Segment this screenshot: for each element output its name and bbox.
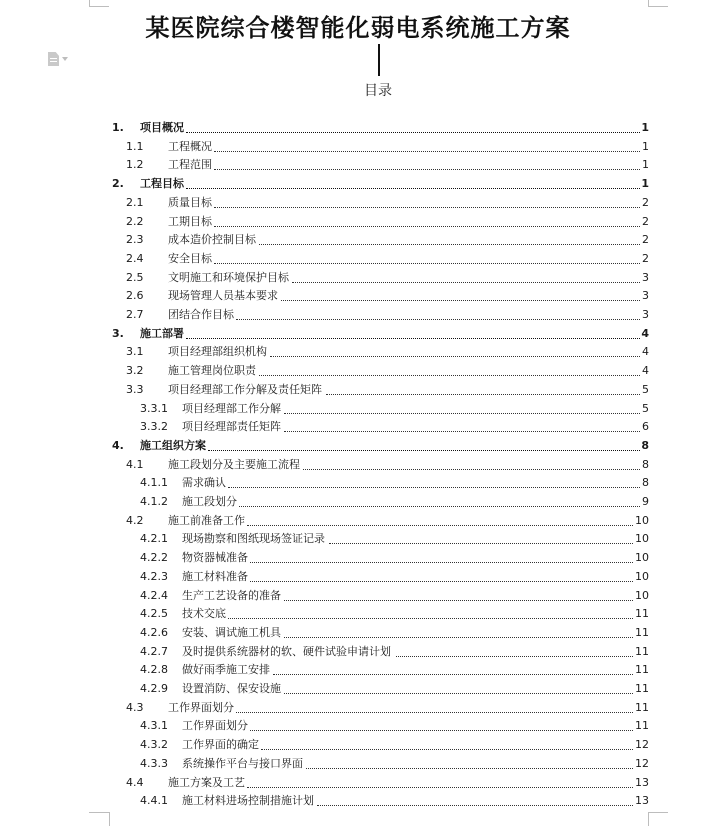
toc-entry-text: 施工材料进场控制措施计划 — [182, 794, 314, 808]
toc-leader-dots — [250, 730, 633, 731]
toc-entry[interactable] — [0, 566, 649, 584]
toc-entry[interactable] — [0, 360, 649, 378]
toc-entry-text: 项目经理部工作分解 — [182, 401, 281, 415]
toc-entry[interactable] — [0, 173, 649, 191]
toc-entry-number: 2.6 — [126, 289, 144, 303]
toc-entry-text: 工作界面划分 — [182, 719, 248, 733]
toc-entry-text: 物资器械准备 — [182, 551, 248, 565]
toc-entry[interactable] — [0, 267, 649, 285]
toc-entry-number: 2.1 — [126, 195, 144, 209]
toc-entry-page: 11 — [635, 700, 649, 714]
toc-entry[interactable] — [0, 192, 649, 210]
toc-entry[interactable] — [0, 678, 649, 696]
toc-entry-page: 8 — [642, 476, 649, 490]
toc-leader-dots — [214, 151, 640, 152]
toc-entry[interactable] — [0, 323, 649, 341]
toc-entry-text: 质量目标 — [168, 195, 212, 209]
document-icon — [48, 52, 59, 66]
toc-entry[interactable] — [0, 641, 649, 659]
toc-entry-page: 3 — [642, 289, 649, 303]
toc-entry-page: 3 — [642, 270, 649, 284]
toc-entry-number: 1.2 — [126, 158, 144, 172]
toc-entry-page: 4 — [641, 326, 649, 340]
toc-leader-dots — [303, 469, 640, 470]
crop-mark-bottom-right-v — [648, 812, 649, 826]
toc-leader-dots — [228, 487, 640, 488]
crop-mark-top-right-h — [648, 6, 668, 7]
toc-entry-number: 2.4 — [126, 251, 144, 265]
toc-entry-text: 工作界面的确定 — [182, 738, 259, 752]
toc-entry[interactable] — [0, 585, 649, 603]
toc-entry[interactable] — [0, 603, 649, 621]
toc-entry-text: 设置消防、保安设施 — [182, 682, 281, 695]
toc-leader-dots — [186, 132, 640, 133]
toc-entry[interactable] — [0, 154, 649, 172]
toc-entry-number: 4.2 — [126, 513, 144, 527]
toc-entry-text: 需求确认 — [182, 476, 226, 490]
toc-entry-page: 13 — [635, 775, 649, 789]
toc-entry-number: 4.2.7 — [140, 644, 168, 658]
toc-entry[interactable] — [0, 117, 649, 135]
toc-leader-dots — [284, 431, 640, 432]
toc-entry-text: 做好雨季施工安排 — [182, 663, 270, 677]
toc-leader-dots — [247, 525, 633, 526]
toc-entry[interactable] — [0, 715, 649, 733]
toc-leader-dots — [396, 656, 633, 657]
toc-entry-text: 项目经理部责任矩阵 — [182, 420, 281, 434]
toc-entry[interactable] — [0, 136, 649, 154]
toc-entry-page: 1 — [641, 177, 649, 191]
toc-entry[interactable] — [0, 772, 649, 790]
toc-entry-page: 2 — [642, 233, 649, 247]
toc-entry[interactable] — [0, 435, 649, 453]
toc-entry-page: 10 — [635, 513, 649, 527]
toc-entry-text: 施工材料准备 — [182, 569, 248, 583]
toc-entry-number: 1. — [112, 121, 124, 134]
toc-leader-dots — [273, 674, 633, 675]
toc-entry[interactable] — [0, 697, 649, 715]
toc-leader-dots — [214, 226, 640, 227]
toc-entry-number: 2.5 — [126, 270, 144, 284]
toc-entry-text: 团结合作目标 — [168, 308, 234, 321]
toc-leader-dots — [236, 712, 633, 713]
toc-entry-text: 项目经理部工作分解及责任矩阵 — [168, 382, 322, 396]
toc-entry-page: 12 — [635, 756, 649, 770]
toc-entry-text: 技术交底 — [182, 607, 226, 621]
toc-entry-page: 8 — [641, 438, 649, 452]
toc-leader-dots — [326, 394, 640, 395]
toc-entry-number: 4.2.8 — [140, 663, 168, 677]
toc-entry-page: 3 — [642, 308, 649, 321]
toc-leader-dots — [292, 282, 640, 283]
toc-entry-number: 3.2 — [126, 364, 144, 378]
toc-entry-page: 1 — [642, 158, 649, 172]
toc-entry-number: 4.2.9 — [140, 682, 168, 695]
crop-mark-bottom-left-v — [109, 812, 110, 826]
toc-entry-text: 现场管理人员基本要求 — [168, 289, 278, 303]
toc-entry[interactable] — [0, 304, 649, 322]
toc-leader-dots — [214, 263, 640, 264]
toc-entry-number: 2.2 — [126, 214, 144, 228]
toc-entry-page: 11 — [635, 663, 649, 677]
toc-entry-page: 11 — [635, 682, 649, 695]
toc-entry-text: 施工部署 — [140, 326, 184, 340]
toc-entry-text: 工程目标 — [140, 177, 184, 191]
toc-entry[interactable] — [0, 341, 649, 359]
toc-entry-text: 工程概况 — [168, 139, 212, 153]
crop-mark-bottom-right — [648, 812, 668, 813]
toc-entry-number: 4.3 — [126, 700, 144, 714]
toc-entry-text: 项目概况 — [140, 121, 184, 134]
toc-leader-dots — [284, 413, 640, 414]
toc-entry-page: 2 — [642, 251, 649, 265]
toc-entry[interactable] — [0, 622, 649, 640]
toc-entry[interactable] — [0, 211, 649, 229]
toc-leader-dots — [186, 188, 640, 189]
toc-entry-number: 4.2.4 — [140, 588, 168, 602]
toc-leader-dots — [284, 693, 633, 694]
toc-entry-text: 施工前准备工作 — [168, 513, 245, 527]
toc-entry-text: 工作界面划分 — [168, 700, 234, 714]
toc-entry-number: 3.3.2 — [140, 420, 168, 434]
toc-entry-page: 9 — [642, 495, 649, 508]
toc-entry-number: 4.4 — [126, 775, 144, 789]
toc-entry-number: 4.1 — [126, 457, 144, 471]
toc-leader-dots — [270, 356, 640, 357]
toc-leader-dots — [281, 300, 640, 301]
toc-entry[interactable] — [0, 416, 649, 434]
toc-entry-number: 2.7 — [126, 308, 144, 321]
toc-leader-dots — [259, 375, 640, 376]
toc-leader-dots — [208, 450, 640, 451]
toc-entry-number: 3.3.1 — [140, 401, 168, 415]
toc-entry-text: 施工段划分 — [182, 495, 237, 508]
toc-entry-page: 10 — [635, 569, 649, 583]
toc-entry-page: 10 — [635, 532, 649, 546]
toc-entry-text: 施工方案及工艺 — [168, 775, 245, 789]
toc-entry-number: 4.2.3 — [140, 569, 168, 583]
toc-entry-number: 4.3.2 — [140, 738, 168, 752]
toc-entry[interactable] — [0, 229, 649, 247]
toc-leader-dots — [329, 543, 633, 544]
toc-entry-page: 4 — [642, 345, 649, 359]
toc-entry[interactable] — [0, 379, 649, 397]
toc-entry-page: 6 — [642, 420, 649, 434]
toc-entry-text: 工程范围 — [168, 158, 212, 172]
toc-entry[interactable] — [0, 753, 649, 771]
toc-entry-text: 工期目标 — [168, 214, 212, 228]
toc-entry-number: 1.1 — [126, 139, 144, 153]
toc-leader-dots — [247, 787, 633, 788]
toc-entry[interactable] — [0, 472, 649, 490]
document-title: 某医院综合楼智能化弱电系统施工方案 — [145, 13, 571, 42]
toc-entry-number: 2. — [112, 177, 124, 191]
toc-entry-page: 8 — [642, 457, 649, 471]
toc-entry-text: 系统操作平台与接口界面 — [182, 756, 303, 770]
toc-leader-dots — [236, 319, 640, 320]
toc-entry-number: 4. — [112, 438, 124, 452]
toc-leader-dots — [228, 618, 633, 619]
toc-leader-dots — [186, 338, 640, 339]
toc-entry-text: 安装、调试施工机具 — [182, 625, 281, 639]
toc-entry-text: 文明施工和环境保护目标 — [168, 270, 289, 284]
toc-entry-page: 10 — [635, 551, 649, 565]
toc-entry-page: 2 — [642, 214, 649, 228]
toc-entry-text: 成本造价控制目标 — [168, 233, 256, 247]
toc-entry-page: 2 — [642, 195, 649, 209]
toc-entry-text: 项目经理部组织机构 — [168, 345, 267, 359]
toc-entry[interactable] — [0, 285, 649, 303]
toc-entry-number: 3.1 — [126, 345, 144, 359]
text-cursor — [378, 44, 380, 76]
toc-entry-text: 及时提供系统器材的软、硬件试验申请计划 — [182, 644, 391, 658]
toc-entry[interactable] — [0, 790, 649, 808]
toc-leader-dots — [239, 506, 640, 507]
crop-mark-bottom-left — [89, 812, 109, 813]
toc-entry-page: 11 — [635, 607, 649, 621]
toc-entry-text: 施工管理岗位职责 — [168, 364, 256, 378]
toc-entry-page: 12 — [635, 738, 649, 752]
toc-leader-dots — [259, 244, 640, 245]
toc-entry-page: 11 — [635, 719, 649, 733]
toc-entry[interactable] — [0, 510, 649, 528]
toc-entry-number: 4.2.2 — [140, 551, 168, 565]
toc-entry-page: 1 — [641, 121, 649, 134]
toc-entry-text: 生产工艺设备的准备 — [182, 588, 281, 602]
toc-entry-page: 11 — [635, 644, 649, 658]
toc-entry-text: 施工组织方案 — [140, 438, 206, 452]
toc-entry[interactable] — [0, 734, 649, 752]
toc-entry[interactable] — [0, 491, 649, 509]
toc-entry-number: 4.2.5 — [140, 607, 168, 621]
toc-entry-number: 3. — [112, 326, 124, 340]
chevron-down-icon — [62, 57, 68, 61]
toc-entry[interactable] — [0, 659, 649, 677]
toc-entry[interactable] — [0, 547, 649, 565]
toc-entry-page: 10 — [635, 588, 649, 602]
crop-mark-top-left-h — [89, 6, 109, 7]
toc-entry[interactable] — [0, 248, 649, 266]
toc-entry-number: 4.1.2 — [140, 495, 168, 508]
toc-entry-page: 1 — [642, 139, 649, 153]
toc-leader-dots — [250, 562, 633, 563]
toc-entry-page: 4 — [642, 364, 649, 378]
toc-leader-dots — [214, 207, 640, 208]
toc-entry-number: 4.3.3 — [140, 756, 168, 770]
toc-entry[interactable] — [0, 454, 649, 472]
toc-entry[interactable] — [0, 398, 649, 416]
document-options-icon[interactable] — [48, 50, 74, 68]
toc-entry-text: 施工段划分及主要施工流程 — [168, 457, 300, 471]
toc-entry-number: 4.2.6 — [140, 625, 168, 639]
toc-entry-number: 3.3 — [126, 382, 144, 396]
toc-entry-page: 11 — [635, 625, 649, 639]
toc-entry-text: 现场勘察和图纸现场签证记录 — [182, 532, 325, 546]
toc-leader-dots — [306, 768, 633, 769]
toc-entry-number: 4.4.1 — [140, 794, 168, 808]
toc-leader-dots — [284, 637, 633, 638]
toc-entry-number: 4.1.1 — [140, 476, 168, 490]
toc-entry-number: 2.3 — [126, 233, 144, 247]
toc-entry-page: 5 — [642, 401, 649, 415]
toc-entry-page: 13 — [635, 794, 649, 808]
toc-heading: 目录 — [364, 83, 392, 99]
toc-leader-dots — [284, 600, 633, 601]
toc-leader-dots — [261, 749, 633, 750]
toc-entry-number: 4.2.1 — [140, 532, 168, 546]
toc-entry-text: 安全目标 — [168, 251, 212, 265]
toc-entry[interactable] — [0, 528, 649, 546]
toc-entry-page: 5 — [642, 382, 649, 396]
toc-leader-dots — [317, 805, 633, 806]
toc-leader-dots — [250, 581, 633, 582]
toc-leader-dots — [214, 169, 640, 170]
toc-entry-number: 4.3.1 — [140, 719, 168, 733]
